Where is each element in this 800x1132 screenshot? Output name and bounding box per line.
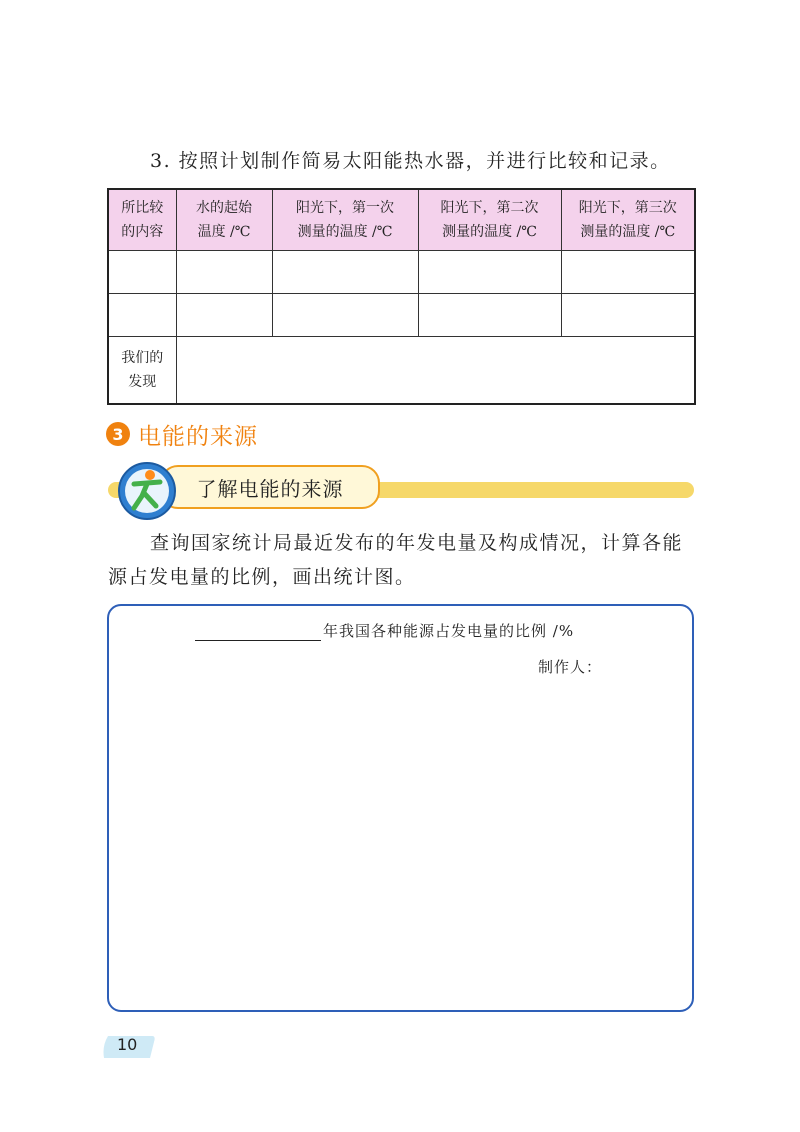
record-table [107,188,696,405]
table-cell[interactable] [272,294,418,337]
activity-figure-icon [116,460,178,522]
section-title: 电能的来源 [138,423,258,450]
table-cell[interactable] [418,294,561,337]
table-cell[interactable] [561,294,695,337]
table-cell[interactable] [272,251,418,294]
section-heading [106,420,258,448]
chart-title-row [195,620,574,641]
year-blank-line[interactable] [195,624,321,641]
table-cell[interactable] [176,294,272,337]
finding-label: 我们的 发现 [108,337,176,405]
activity-label: 了解电能的来源 [160,465,380,509]
finding-row [108,337,695,405]
page-number: 10 [117,1035,138,1054]
header-first-measure: 阳光下，第一次 测量的温度 /℃ [272,189,418,251]
table-cell[interactable] [108,251,176,294]
section-number-badge: 3 [106,422,130,446]
header-second-measure: 阳光下，第二次 测量的温度 /℃ [418,189,561,251]
table-cell[interactable] [108,294,176,337]
header-compare-content: 所比较 的内容 [108,189,176,251]
chart-title: 年我国各种能源占发电量的比例 /% [323,622,575,640]
table-header-row [108,189,695,251]
instruction-text: 3. 按照计划制作简易太阳能热水器，并进行比较和记录。 [150,150,671,172]
chart-drawing-area[interactable] [107,604,694,1012]
maker-label: 制作人： [537,658,602,676]
table-row [108,251,695,294]
header-initial-temp: 水的起始 温度 /℃ [176,189,272,251]
task-text: 查询国家统计局最近发布的年发电量及构成情况，计算各能源占发电量的比例，画出统计图。 [108,532,684,588]
header-third-measure: 阳光下，第三次 测量的温度 /℃ [561,189,695,251]
table-row [108,294,695,337]
table-cell[interactable] [418,251,561,294]
table-cell[interactable] [561,251,695,294]
table-cell[interactable] [176,251,272,294]
finding-cell[interactable] [176,337,695,405]
